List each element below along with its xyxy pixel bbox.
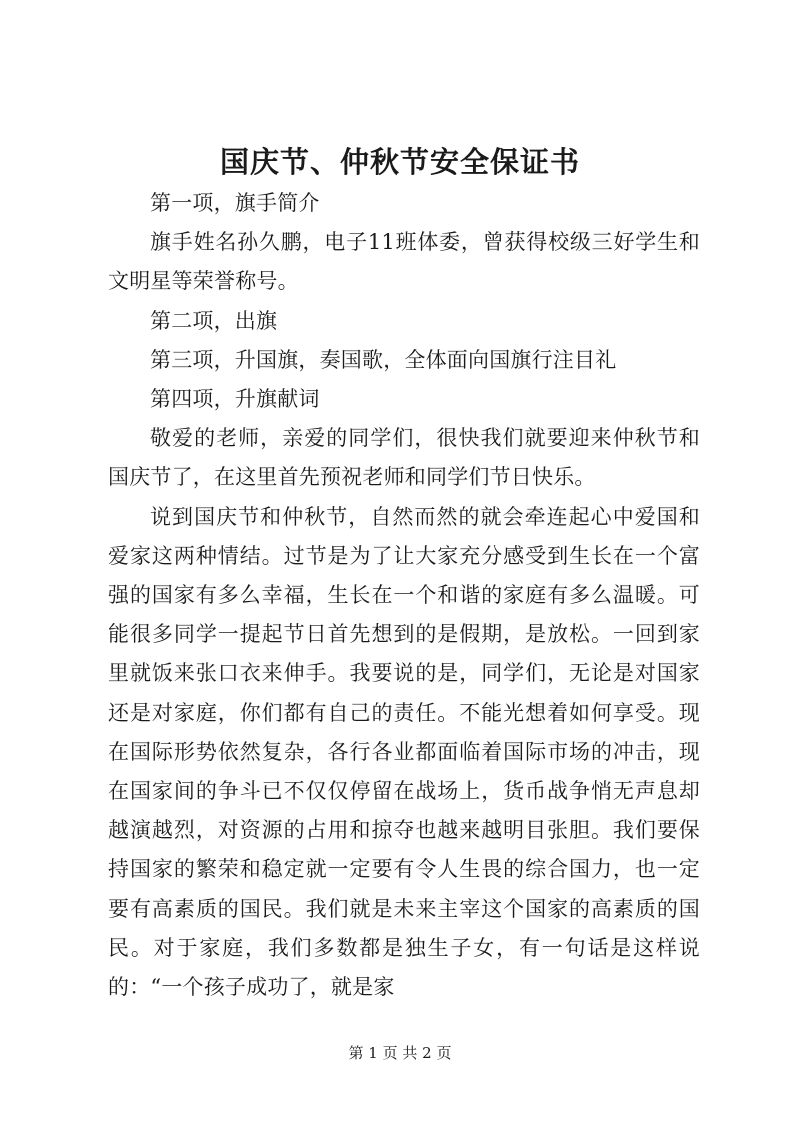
paragraph-greeting: 敬爱的老师，亲爱的同学们，很快我们就要迎来仲秋节和国庆节了，在这里首先预祝老师和同学们节日快乐。 [108, 426, 700, 490]
paragraph-section-1: 第一项，旗手简介 [150, 191, 320, 215]
paragraph-section-2: 第二项，出旗 [150, 308, 278, 333]
page-number-footer: 第 1 页 共 2 页 [348, 1044, 452, 1062]
document-body [108, 184, 700, 1007]
paragraph-speech-body: 说到国庆节和仲秋节，自然而然的就会牵连起心中爱国和爱家这两种情结。过节是为了让大家充分感受到生长在一个富强的国家有多么幸福，生长在一个和谐的家庭有多么温暖。可能很多同学一提起节日首先想到的是假期，是放松。一回到家里就饭来张口衣来伸手。我要说的是，同学们，无论是对国家还是对家庭，你们都有自己的责任。不能光想着如何享受。现在国际形势依然复杂，各行各业都面临着国际市场的冲击，现在国家间的争斗已不仅仅停留在战场上，货币战争悄无声息却越演越烈，对资源的占用和掠夺也越来越明目张胆。我们要保持国家的繁荣和稳定就一定要有令人生畏的综合国力，也一定要有高素质的国民。我们就是未来主宰这个国家的高素质的国民。对于家庭，我们多数都是独生子女，有一句话是这样说的：“一个孩子成功了，就是家 [108, 504, 700, 1000]
paragraph-section-3: 第三项，升国旗，奏国歌，全体面向国旗行注目礼 [150, 347, 617, 372]
document-title: 国庆节、仲秋节安全保证书 [219, 145, 580, 179]
paragraph-flag-bearer-intro: 旗手姓名孙久鹏，电子11班体委，曾获得校级三好学生和文明星等荣誉称号。 [108, 230, 700, 294]
paragraph-section-4: 第四项，升旗献词 [150, 387, 320, 412]
